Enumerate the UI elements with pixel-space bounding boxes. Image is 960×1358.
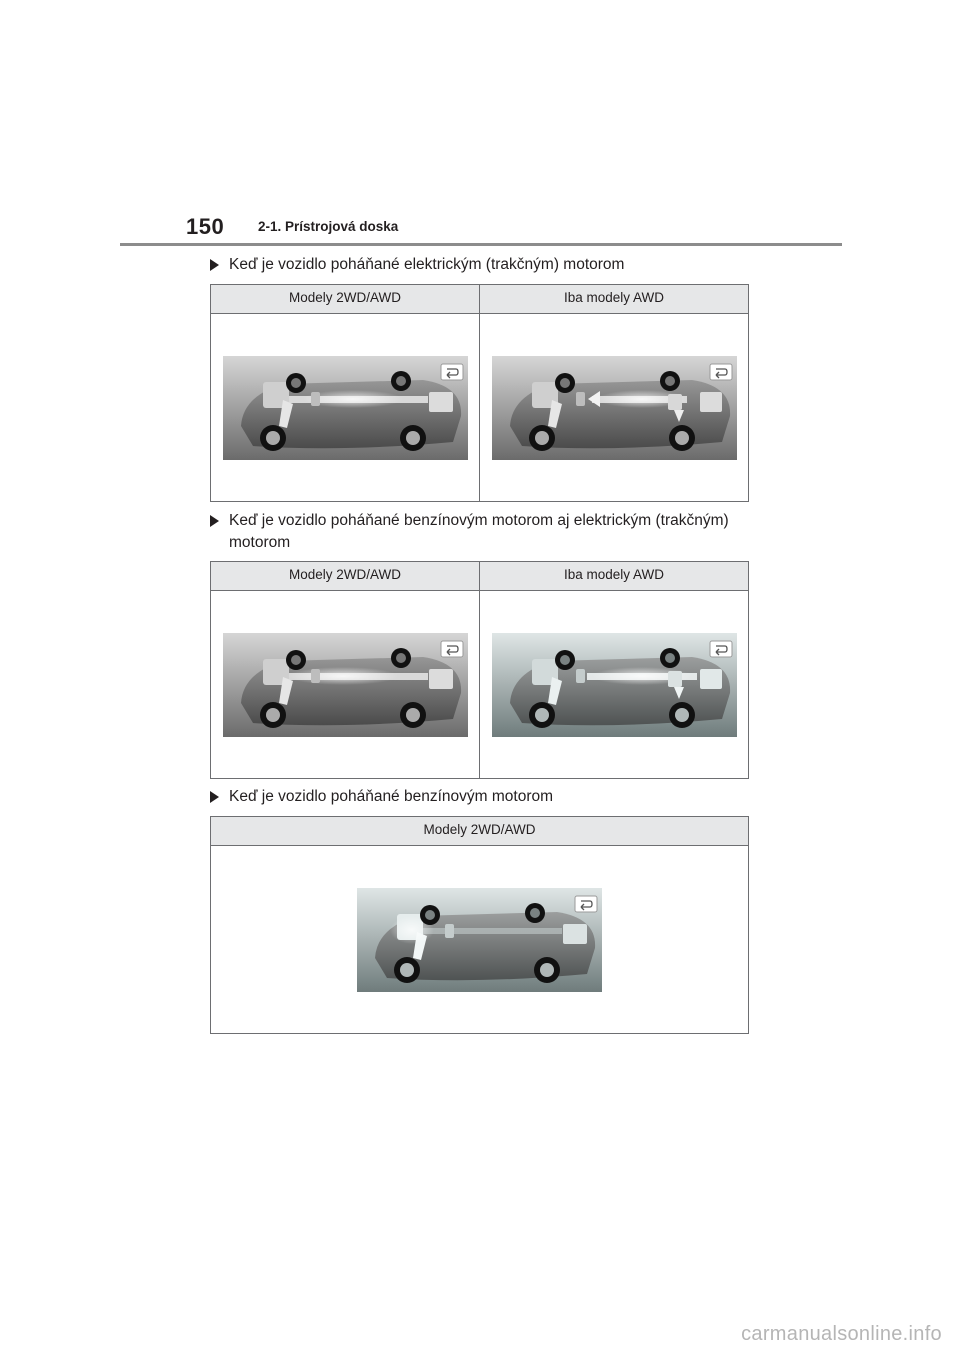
header-rule — [120, 243, 842, 246]
bullet-text: motorom — [229, 534, 291, 551]
return-arrow-icon — [441, 641, 463, 657]
section-title: 2-1. Prístrojová doska — [258, 219, 399, 234]
column-header: Modely 2WD/AWD — [288, 290, 401, 305]
cell-2wd-awd — [211, 591, 479, 779]
return-arrow-icon — [710, 364, 732, 380]
panel-hybrid — [210, 561, 749, 779]
triangle-bullet-icon — [210, 791, 219, 803]
panel-electric — [210, 284, 749, 502]
panel-header — [211, 285, 748, 314]
energy-flow-illustration — [357, 888, 602, 992]
energy-flow-illustration — [492, 356, 737, 460]
panel-gasoline — [210, 816, 749, 1034]
bullet-text: Keď je vozidlo poháňané elektrickým (trakčným) motorom — [229, 256, 625, 273]
cell-awd-only — [479, 591, 748, 779]
bullet-electric — [210, 254, 624, 276]
return-arrow-icon — [441, 364, 463, 380]
cell-2wd-awd — [211, 314, 479, 502]
bullet-text: Keď je vozidlo poháňané benzínovým motorom aj elektrickým (trakčným) — [229, 512, 729, 529]
energy-flow-illustration — [492, 633, 737, 737]
energy-flow-illustration — [223, 356, 468, 460]
cell-2wd-awd — [211, 846, 748, 1034]
column-header: Modely 2WD/AWD — [288, 567, 401, 582]
bullet-text: Keď je vozidlo poháňané benzínovým motorom — [229, 788, 554, 805]
return-arrow-icon — [575, 896, 597, 912]
return-arrow-icon — [710, 641, 732, 657]
watermark: carmanualsonline.info — [741, 1323, 942, 1345]
bullet-hybrid — [210, 510, 729, 554]
column-header: Iba modely AWD — [479, 562, 748, 590]
triangle-bullet-icon — [210, 259, 219, 271]
column-header: Iba modely AWD — [479, 285, 748, 313]
cell-awd-only — [479, 314, 748, 502]
panel-header — [211, 562, 748, 591]
panel-header — [211, 817, 748, 846]
triangle-bullet-icon — [210, 515, 219, 527]
energy-flow-illustration — [223, 633, 468, 737]
bullet-gasoline — [210, 786, 553, 808]
column-header: Modely 2WD/AWD — [423, 822, 536, 837]
page-number: 150 — [186, 214, 225, 239]
